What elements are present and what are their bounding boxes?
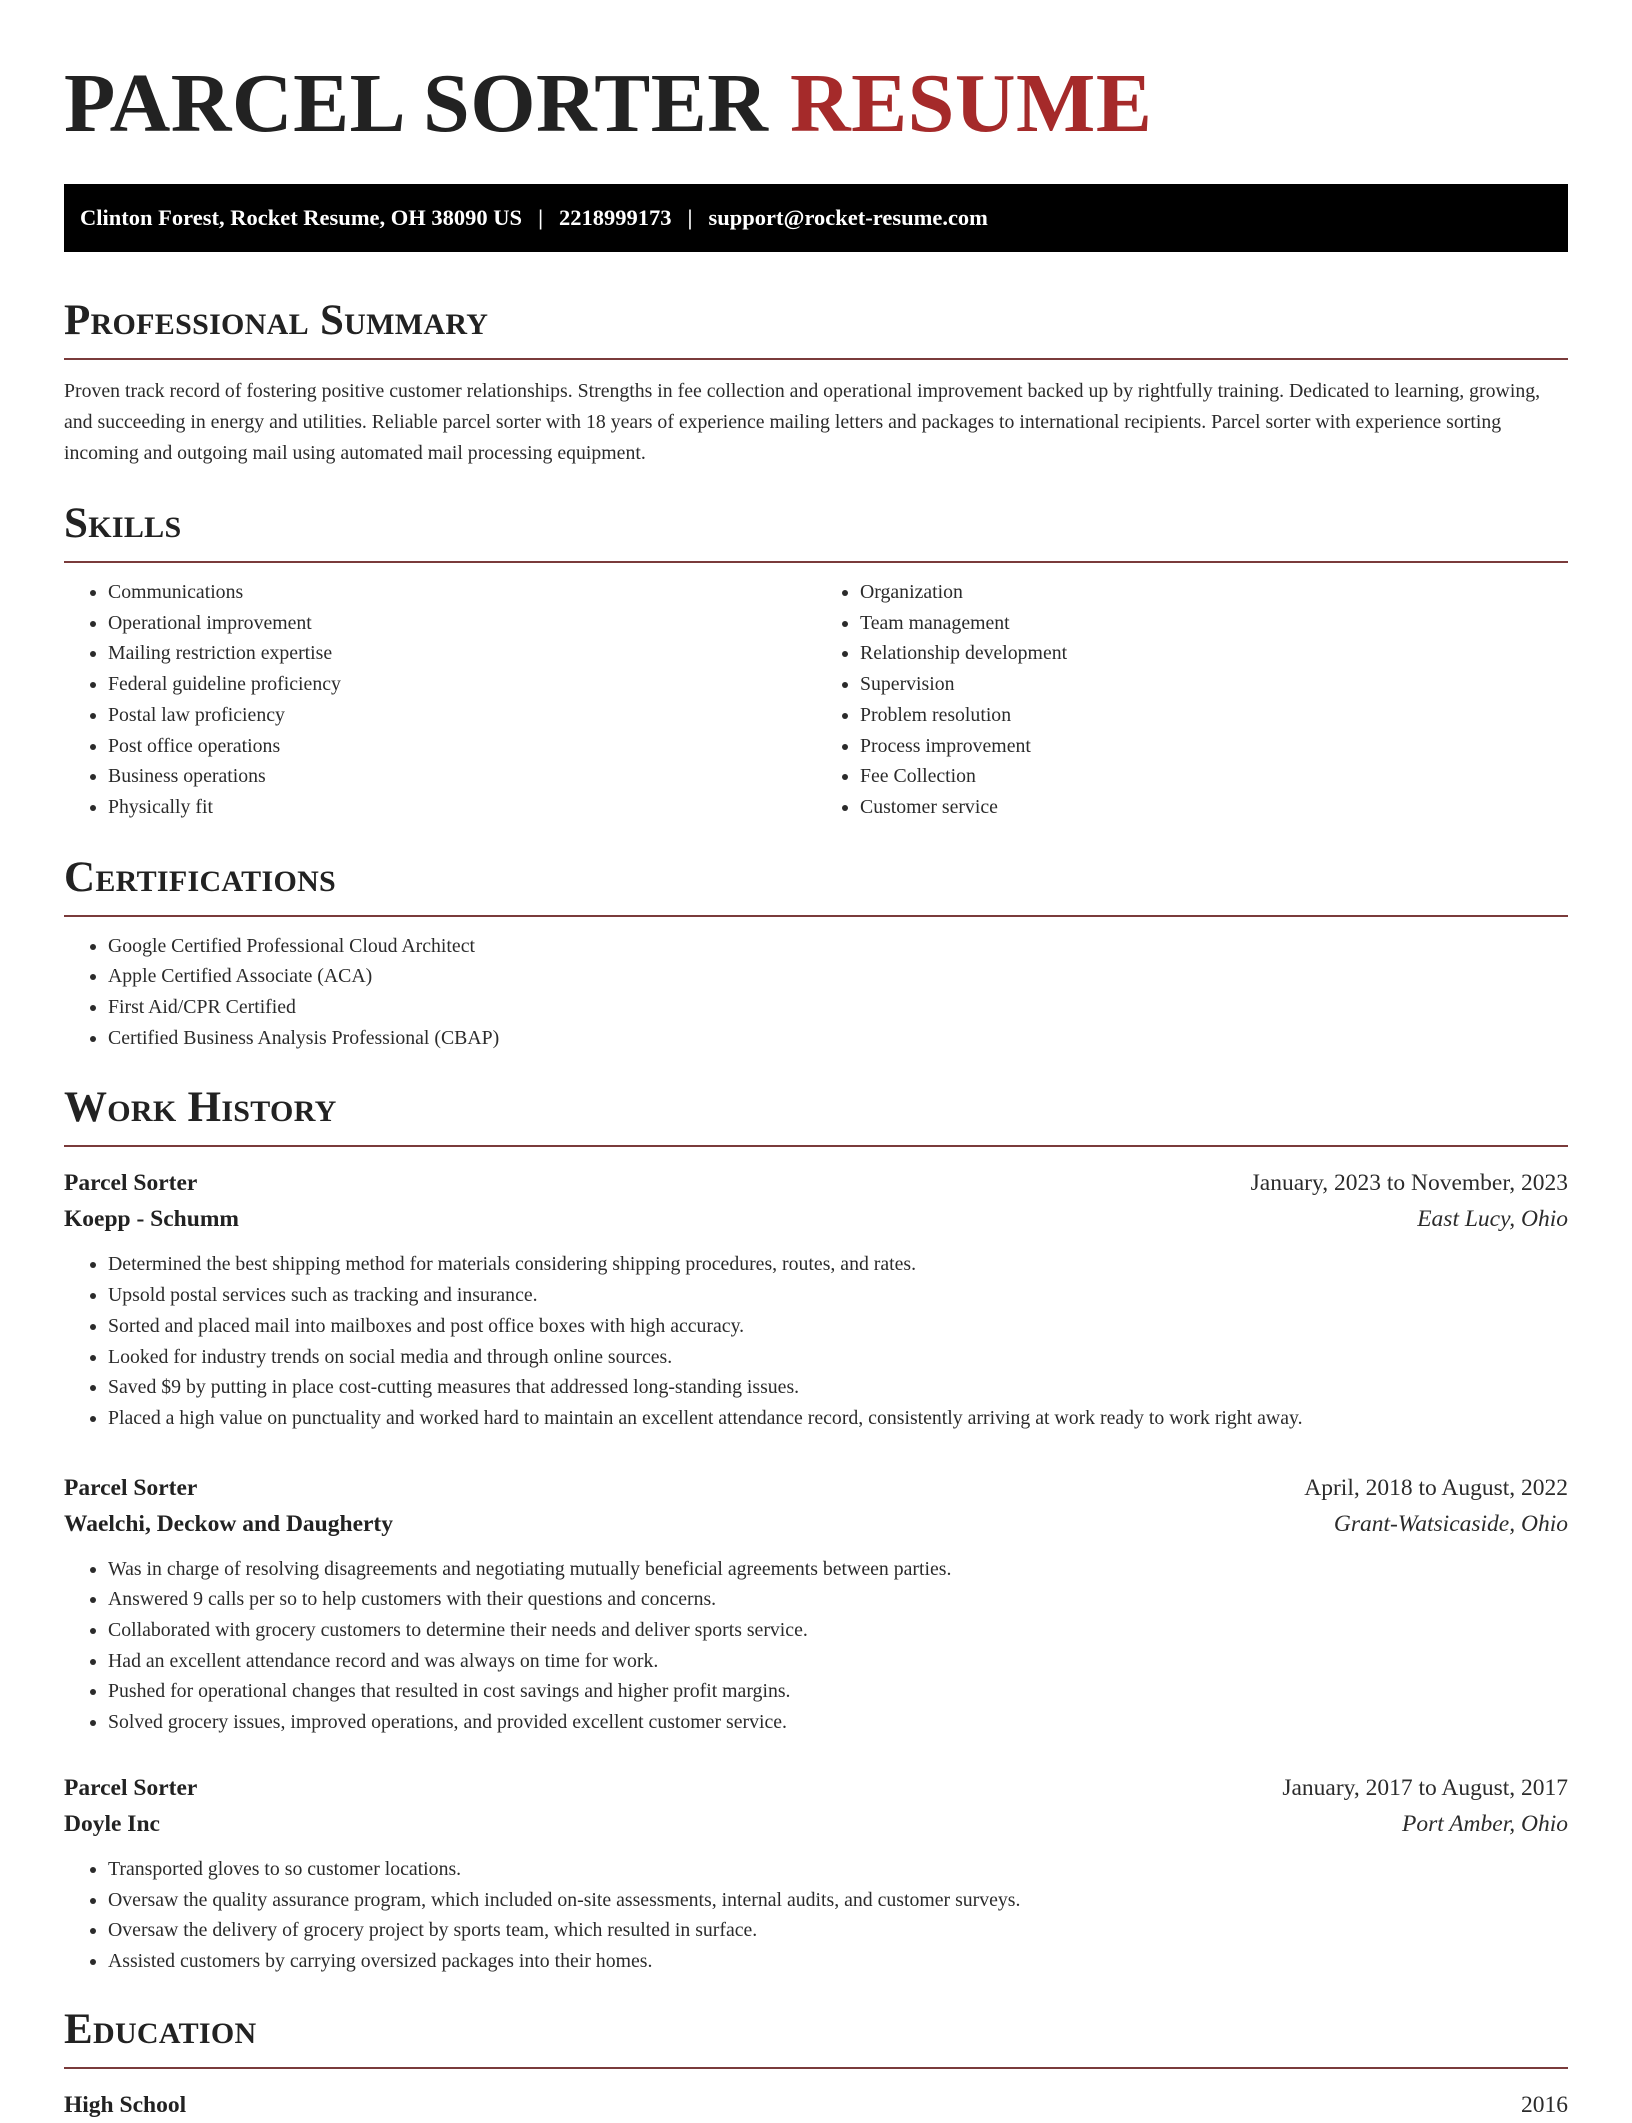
section-title-summary: Professional Summary <box>64 297 489 344</box>
job-location: Grant-Watsicaside, Ohio <box>1333 1510 1568 1537</box>
job-bullet: • Sorted and placed mail into mailboxes and post office boxes with high accuracy. <box>108 1311 1568 1342</box>
certification-item: • Google Certified Professional Cloud Architect <box>108 931 1568 962</box>
summary-text: Proven track record of fostering positive customer relationships. Strengths in fee collection and operational improvement backed up by rightfully training. Dedicated to learning, growing, and succeeding in energy and utilities. Reliable parcel sorter with 18 years of experience mailing letters and packages to international recipients. Parcel sorter with experience sorting incoming and outgoing mail using automated mail processing equipment. <box>64 380 1541 464</box>
job-header-row <box>64 1770 1568 1806</box>
job-entry <box>64 1470 1568 1738</box>
title-accent: RESUME <box>789 57 1153 150</box>
skill-item: • Organization <box>860 577 1568 608</box>
skill-item: • Supervision <box>860 669 1568 700</box>
job-bullet: • Saved $9 by putting in place cost-cutting measures that addressed long-standing issues. <box>108 1372 1568 1403</box>
skill-item: • Business operations <box>108 761 816 792</box>
contact-address: Clinton Forest, Rocket Resume, OH 38090 US <box>80 205 523 230</box>
job-bullet: • Placed a high value on punctuality and worked hard to maintain an excellent attendance record, consistently arriving at work ready to work right away. <box>108 1403 1568 1434</box>
section-title-education: Education <box>64 2005 257 2053</box>
job-bullet: • Determined the best shipping method for materials considering shipping procedures, routes, and rates. <box>108 1249 1568 1280</box>
skills-list-right <box>816 577 1568 823</box>
certifications-section <box>64 853 1568 1054</box>
job-bullet: • Oversaw the quality assurance program, which included on-site assessments, internal audits, and customer surveys. <box>108 1885 1568 1916</box>
education-row <box>64 2087 1568 2123</box>
job-bullet: • Was in charge of resolving disagreements and negotiating mutually beneficial agreements between parties. <box>108 1554 1568 1585</box>
job-company: Koepp - Schumm <box>64 1206 239 1233</box>
skill-item: • Postal law proficiency <box>108 700 816 731</box>
section-divider <box>64 1145 1568 1147</box>
job-bullets <box>64 1854 1568 1977</box>
contact-email: support@rocket-resume.com <box>708 205 988 230</box>
job-bullet: • Assisted customers by carrying oversized packages into their homes. <box>108 1946 1568 1977</box>
job-dates: January, 2017 to August, 2017 <box>1282 1774 1568 1801</box>
job-title: Parcel Sorter <box>64 1774 198 1801</box>
contact-phone: 2218999173 <box>559 205 672 230</box>
skill-item: • Federal guideline proficiency <box>108 669 816 700</box>
certifications-list <box>64 931 1568 1054</box>
job-bullet: • Solved grocery issues, improved operations, and provided excellent customer service. <box>108 1707 1568 1738</box>
job-company: Waelchi, Deckow and Daugherty <box>64 1510 393 1537</box>
job-title: Parcel Sorter <box>64 1474 198 1501</box>
job-company-row <box>64 1201 1568 1237</box>
skill-item: • Problem resolution <box>860 700 1568 731</box>
job-location: East Lucy, Ohio <box>1417 1206 1568 1233</box>
job-bullet: • Looked for industry trends on social media and through online sources. <box>108 1342 1568 1373</box>
job-bullet: • Answered 9 calls per so to help customers with their questions and concerns. <box>108 1584 1568 1615</box>
skill-item: • Team management <box>860 608 1568 639</box>
resume-title <box>64 0 1568 152</box>
job-bullet: • Had an excellent attendance record and was always on time for work. <box>108 1646 1568 1677</box>
education-section <box>64 2005 1568 2123</box>
education-year: 2016 <box>1521 2091 1568 2118</box>
job-company: Doyle Inc <box>64 1810 160 1837</box>
skills-list-left <box>64 577 816 823</box>
job-dates: January, 2023 to November, 2023 <box>1250 1170 1568 1197</box>
section-title-work-history: Work History <box>64 1084 337 1132</box>
job-bullet: • Transported gloves to so customer locations. <box>108 1854 1568 1885</box>
skill-item: • Operational improvement <box>108 608 816 639</box>
job-header-row <box>64 1470 1568 1506</box>
skill-item: • Communications <box>108 577 816 608</box>
summary-section <box>64 296 1568 469</box>
job-header-row <box>64 1165 1568 1201</box>
job-entry <box>64 1165 1568 1433</box>
skill-item: • Mailing restriction expertise <box>108 638 816 669</box>
skill-item: • Fee Collection <box>860 761 1568 792</box>
job-company-row <box>64 1806 1568 1842</box>
section-title-certifications: Certifications <box>64 853 337 901</box>
job-entry <box>64 1770 1568 1977</box>
skill-item: • Customer service <box>860 792 1568 823</box>
certification-item: • Certified Business Analysis Professional (CBAP) <box>108 1023 1568 1054</box>
job-company-row <box>64 1506 1568 1542</box>
section-divider <box>64 2067 1568 2069</box>
section-divider <box>64 358 1568 360</box>
section-divider <box>64 915 1568 917</box>
job-bullets <box>64 1554 1568 1738</box>
skill-item: • Process improvement <box>860 731 1568 762</box>
contact-separator: | <box>687 205 693 230</box>
job-location: Port Amber, Ohio <box>1401 1810 1568 1837</box>
skills-section <box>64 499 1568 823</box>
skill-item: • Physically fit <box>108 792 816 823</box>
work-history-section <box>64 1083 1568 1976</box>
job-title: Parcel Sorter <box>64 1170 198 1197</box>
skill-item: • Post office operations <box>108 731 816 762</box>
skill-item: • Relationship development <box>860 638 1568 669</box>
contact-bar <box>64 184 1568 252</box>
job-dates: April, 2018 to August, 2022 <box>1304 1474 1568 1501</box>
job-bullet: • Upsold postal services such as tracking and insurance. <box>108 1280 1568 1311</box>
job-bullet: • Oversaw the delivery of grocery project by sports team, which resulted in surface. <box>108 1915 1568 1946</box>
job-bullet: • Collaborated with grocery customers to determine their needs and deliver sports service. <box>108 1615 1568 1646</box>
job-bullet: • Pushed for operational changes that resulted in cost savings and higher profit margins. <box>108 1676 1568 1707</box>
job-bullets <box>64 1249 1568 1433</box>
title-main: PARCEL SORTER <box>64 57 769 150</box>
certification-item: • First Aid/CPR Certified <box>108 992 1568 1023</box>
skills-columns <box>64 563 1568 823</box>
contact-separator: | <box>538 205 544 230</box>
section-title-skills: Skills <box>64 500 182 547</box>
certification-item: • Apple Certified Associate (ACA) <box>108 961 1568 992</box>
education-degree: High School <box>64 2091 187 2118</box>
